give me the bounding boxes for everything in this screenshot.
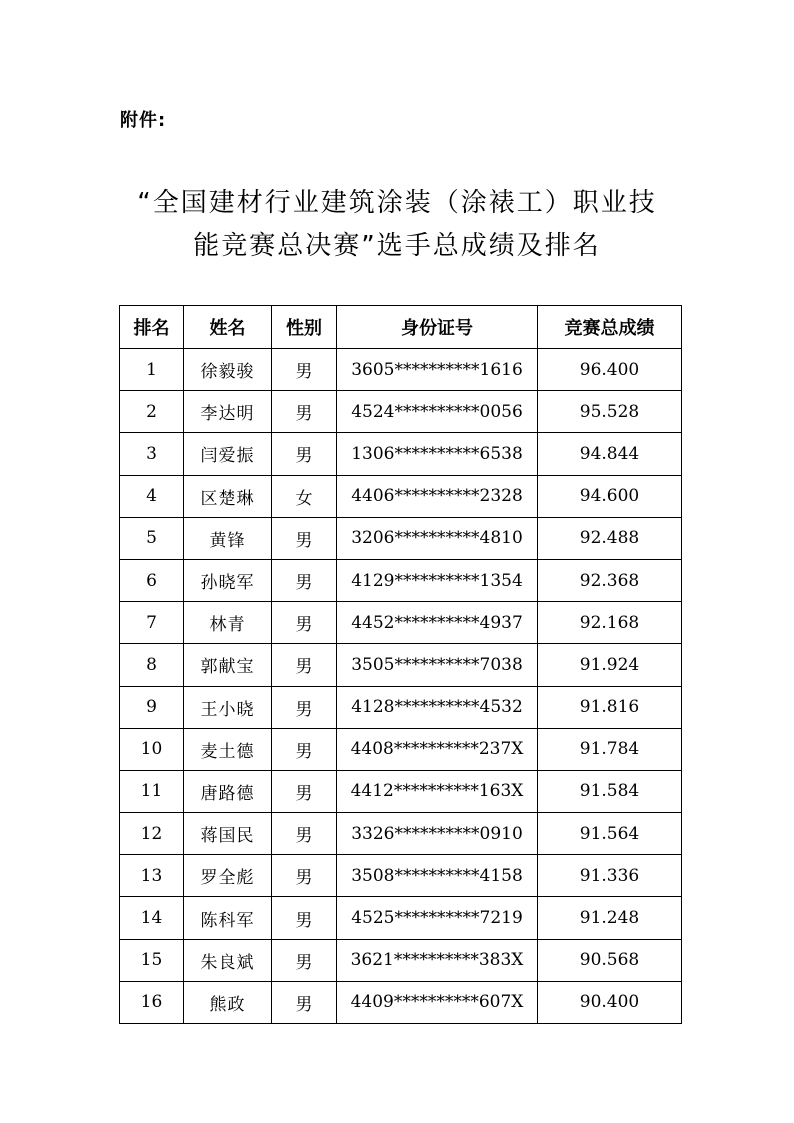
cell-score: 92.368 [538, 559, 682, 601]
cell-id-number: 4129**********1354 [337, 559, 538, 601]
cell-score: 96.400 [538, 349, 682, 391]
cell-id-number: 3505**********7038 [337, 644, 538, 686]
cell-name: 蒋国民 [184, 813, 272, 855]
cell-rank: 2 [120, 391, 184, 433]
cell-gender: 男 [272, 813, 337, 855]
cell-gender: 男 [272, 981, 337, 1023]
cell-gender: 男 [272, 559, 337, 601]
cell-gender: 男 [272, 728, 337, 770]
cell-id-number: 4406**********2328 [337, 475, 538, 517]
attachment-label: 附件: [120, 110, 167, 131]
cell-name: 闫爱振 [184, 433, 272, 475]
cell-rank: 15 [120, 939, 184, 981]
table-row [120, 897, 682, 939]
cell-name: 徐毅骏 [184, 349, 272, 391]
cell-name: 王小晓 [184, 686, 272, 728]
cell-name: 郭献宝 [184, 644, 272, 686]
cell-score: 94.844 [538, 433, 682, 475]
cell-id-number: 4409**********607X [337, 981, 538, 1023]
cell-rank: 13 [120, 855, 184, 897]
table-row [120, 433, 682, 475]
table-row [120, 517, 682, 559]
table-row [120, 349, 682, 391]
table-row [120, 855, 682, 897]
document-title-line-1: “全国建材行业建筑涂装（涂裱工）职业技 [137, 188, 657, 218]
table-row [120, 770, 682, 812]
cell-id-number: 4524**********0056 [337, 391, 538, 433]
table-row [120, 475, 682, 517]
header-id-number: 身份证号 [337, 306, 538, 349]
table-row [120, 391, 682, 433]
cell-rank: 6 [120, 559, 184, 601]
cell-rank: 16 [120, 981, 184, 1023]
table-row [120, 559, 682, 601]
cell-id-number: 1306**********6538 [337, 433, 538, 475]
cell-score: 91.816 [538, 686, 682, 728]
cell-rank: 8 [120, 644, 184, 686]
table-header-row [120, 306, 682, 349]
table-row [120, 602, 682, 644]
cell-name: 李达明 [184, 391, 272, 433]
cell-name: 黄锋 [184, 517, 272, 559]
cell-score: 92.168 [538, 602, 682, 644]
cell-gender: 男 [272, 349, 337, 391]
cell-name: 孙晓军 [184, 559, 272, 601]
header-rank: 排名 [120, 306, 184, 349]
header-name: 姓名 [184, 306, 272, 349]
cell-id-number: 3621**********383X [337, 939, 538, 981]
cell-rank: 9 [120, 686, 184, 728]
cell-score: 91.784 [538, 728, 682, 770]
cell-name: 熊政 [184, 981, 272, 1023]
cell-id-number: 4452**********4937 [337, 602, 538, 644]
cell-score: 91.248 [538, 897, 682, 939]
header-total-score: 竞赛总成绩 [538, 306, 682, 349]
cell-score: 91.564 [538, 813, 682, 855]
cell-gender: 男 [272, 391, 337, 433]
cell-id-number: 3206**********4810 [337, 517, 538, 559]
cell-id-number: 4412**********163X [337, 770, 538, 812]
cell-gender: 女 [272, 475, 337, 517]
cell-rank: 7 [120, 602, 184, 644]
cell-gender: 男 [272, 517, 337, 559]
cell-score: 95.528 [538, 391, 682, 433]
cell-score: 92.488 [538, 517, 682, 559]
cell-rank: 12 [120, 813, 184, 855]
table-body [120, 349, 682, 1024]
cell-gender: 男 [272, 770, 337, 812]
table-row [120, 939, 682, 981]
cell-name: 罗全彪 [184, 855, 272, 897]
table-row [120, 728, 682, 770]
cell-id-number: 3326**********0910 [337, 813, 538, 855]
cell-id-number: 4408**********237X [337, 728, 538, 770]
cell-name: 唐路德 [184, 770, 272, 812]
cell-gender: 男 [272, 855, 337, 897]
cell-score: 90.568 [538, 939, 682, 981]
cell-rank: 14 [120, 897, 184, 939]
cell-rank: 4 [120, 475, 184, 517]
cell-gender: 男 [272, 686, 337, 728]
cell-id-number: 3508**********4158 [337, 855, 538, 897]
cell-rank: 1 [120, 349, 184, 391]
cell-name: 林青 [184, 602, 272, 644]
cell-rank: 3 [120, 433, 184, 475]
cell-score: 94.600 [538, 475, 682, 517]
cell-gender: 男 [272, 939, 337, 981]
cell-rank: 10 [120, 728, 184, 770]
cell-rank: 5 [120, 517, 184, 559]
cell-score: 91.924 [538, 644, 682, 686]
cell-gender: 男 [272, 433, 337, 475]
table-row [120, 686, 682, 728]
header-gender: 性别 [272, 306, 337, 349]
cell-score: 91.584 [538, 770, 682, 812]
cell-id-number: 3605**********1616 [337, 349, 538, 391]
table-row [120, 981, 682, 1023]
cell-name: 麦土德 [184, 728, 272, 770]
cell-name: 陈科军 [184, 897, 272, 939]
document-title-line-2: 能竞赛总决赛”选手总成绩及排名 [193, 231, 601, 261]
cell-id-number: 4128**********4532 [337, 686, 538, 728]
cell-score: 91.336 [538, 855, 682, 897]
results-table [119, 305, 682, 1024]
cell-rank: 11 [120, 770, 184, 812]
cell-name: 朱良斌 [184, 939, 272, 981]
table-row [120, 813, 682, 855]
cell-name: 区楚琳 [184, 475, 272, 517]
cell-id-number: 4525**********7219 [337, 897, 538, 939]
cell-gender: 男 [272, 897, 337, 939]
cell-score: 90.400 [538, 981, 682, 1023]
cell-gender: 男 [272, 602, 337, 644]
table-row [120, 644, 682, 686]
cell-gender: 男 [272, 644, 337, 686]
